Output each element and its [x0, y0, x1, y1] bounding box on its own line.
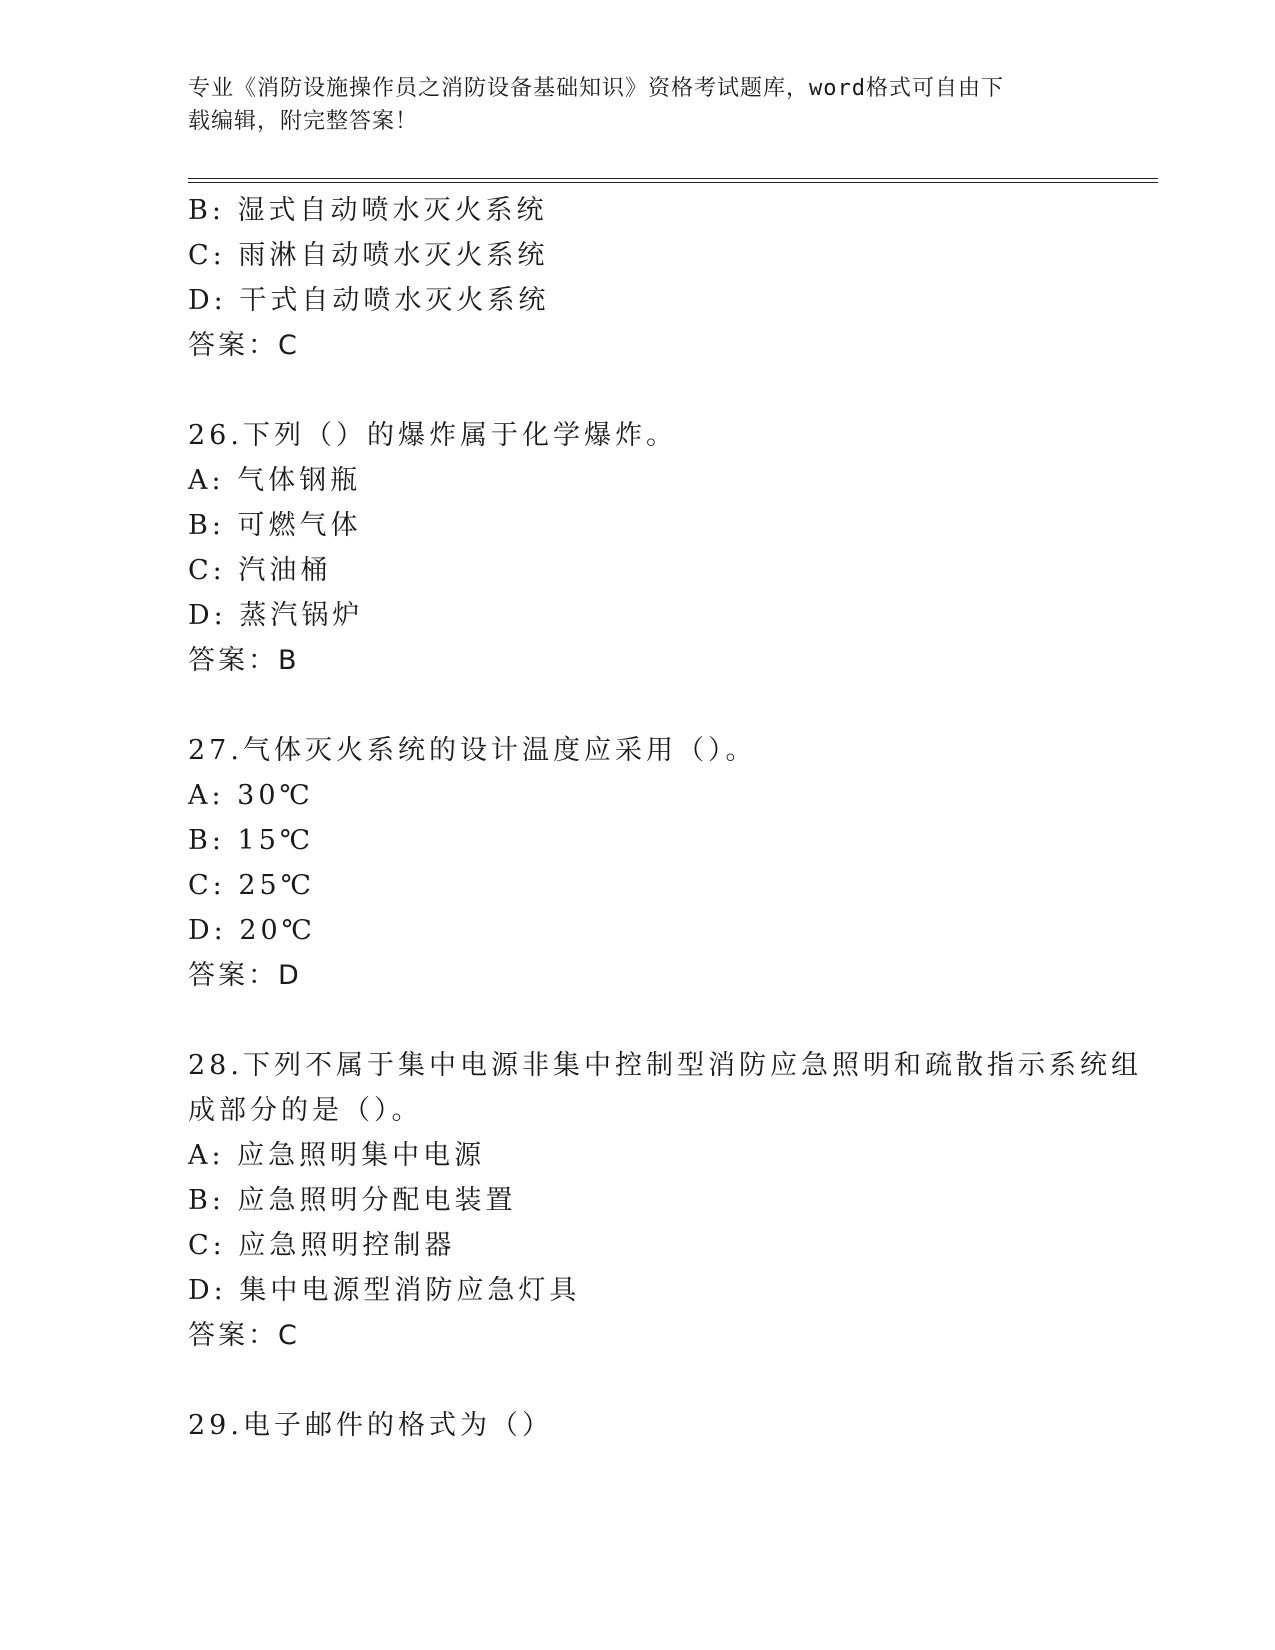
q27-option-a: A: 30℃ — [188, 780, 314, 811]
q27-option-c: C: 25℃ — [188, 870, 315, 901]
q28-option-d: D: 集中电源型消防应急灯具 — [188, 1275, 581, 1306]
q26-answer: 答案：B — [188, 645, 300, 676]
q25-option-c: C: 雨淋自动喷水灭火系统 — [188, 240, 549, 271]
q28-question-line-2: 成部分的是（）。 — [188, 1095, 423, 1126]
header-divider-top — [188, 178, 1158, 179]
q28-option-a: A: 应急照明集中电源 — [188, 1140, 486, 1171]
q28-option-c: C: 应急照明控制器 — [188, 1230, 456, 1261]
q26-option-a: A: 气体钢瓶 — [188, 465, 362, 496]
q26-option-d: D: 蒸汽锅炉 — [188, 600, 364, 631]
q28-question-line-1: 28.下列不属于集中电源非集中控制型消防应急照明和疏散指示系统组 — [188, 1050, 1142, 1081]
q26-question: 26.下列（）的爆炸属于化学爆炸。 — [188, 420, 677, 451]
document-header — [188, 72, 1068, 138]
q28-answer: 答案：C — [188, 1320, 300, 1351]
q25-option-d: D: 干式自动喷水灭火系统 — [188, 285, 550, 316]
header-line-2: 载编辑，附完整答案！ — [188, 109, 419, 134]
header-line-1: 专业《消防设施操作员之消防设备基础知识》资格考试题库，word格式可自由下 — [188, 76, 1004, 101]
q27-option-b: B: 15℃ — [188, 825, 315, 856]
q29-question: 29.电子邮件的格式为（） — [188, 1410, 553, 1441]
q26-option-b: B: 可燃气体 — [188, 510, 362, 541]
q27-question: 27.气体灭火系统的设计温度应采用（）。 — [188, 735, 757, 766]
q27-answer: 答案：D — [188, 960, 302, 991]
q25-answer: 答案：C — [188, 330, 300, 361]
header-divider-bottom — [188, 182, 1158, 183]
q28-option-b: B: 应急照明分配电装置 — [188, 1185, 517, 1216]
q25-option-b: B: 湿式自动喷水灭火系统 — [188, 195, 548, 226]
q27-option-d: D: 20℃ — [188, 915, 316, 946]
q26-option-c: C: 汽油桶 — [188, 555, 332, 586]
